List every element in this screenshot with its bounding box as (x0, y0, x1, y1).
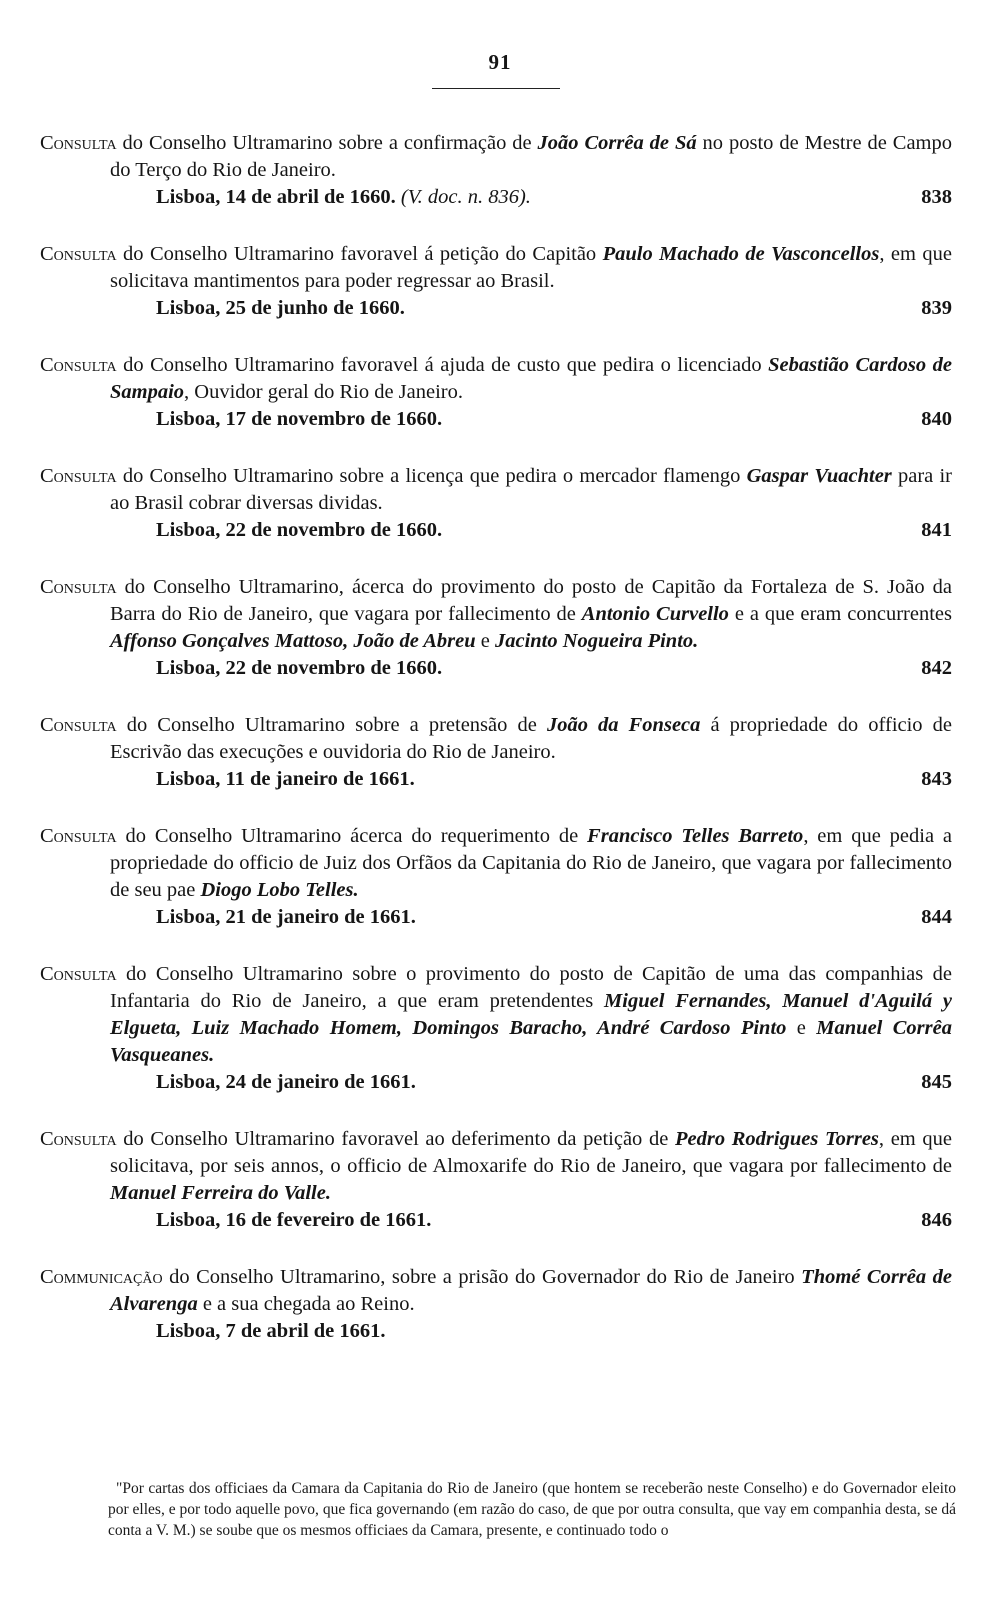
entry-text-segment: , em que solicitava, por seis annos, o officio de Almoxarife do Rio de Janeiro, que vagara por fallecimento de (110, 1128, 952, 1177)
document-entry (40, 961, 952, 1096)
document-entries (40, 130, 952, 1375)
entry-text-segment: do Conselho Ultramarino favoravel á ajuda de custo que pedira o licenciado (116, 354, 769, 376)
entry-doc-type: Consulta (40, 963, 117, 985)
document-entry (40, 463, 952, 544)
place-date-text: Lisboa, 17 de novembro de 1660. (156, 408, 443, 430)
entry-summary (40, 1126, 952, 1207)
page-number: 91 (488, 50, 512, 74)
document-entry (40, 823, 952, 931)
entry-summary (40, 712, 952, 766)
entry-text-segment: no posto de Mestre de Campo do Terço do Rio de Janeiro. (110, 132, 952, 181)
footnote: "Por cartas dos officiaes da Camara da Capitania do Rio de Janeiro (que hontem se receberão neste Conselho) e do Governador eleito por elles, e por todo aquelle povo, que fica governando (em razão do caso, de que por outra consulta, que vay em companhia desta, se dá conta a V. M.) se soube que os mesmos officiaes da Camara, presente, e continuado todo o (108, 1480, 956, 1539)
place-date-text: Lisboa, 21 de janeiro de 1661. (156, 906, 416, 928)
entry-text-segment: e a sua chegada ao Reino. (197, 1293, 415, 1315)
entry-doc-type: Consulta (40, 132, 117, 154)
person-name: João da Fonseca (546, 714, 701, 736)
entry-doc-type: Consulta (40, 714, 117, 736)
document-number: 844 (921, 906, 952, 928)
place-date-text: Lisboa, 14 de abril de 1660. (156, 186, 396, 208)
person-name: Paulo Machado de Vasconcellos (602, 243, 880, 265)
entry-doc-type: Consulta (40, 1128, 117, 1150)
person-name: João Corrêa de Sá (537, 132, 697, 154)
entry-place-date (40, 904, 952, 931)
page-number-rule (432, 88, 560, 89)
entry-doc-type: Consulta (40, 576, 117, 598)
document-entry (40, 130, 952, 211)
entry-text-segment: do Conselho Ultramarino ácerca do requerimento de (116, 825, 588, 847)
person-name: Sebastião Cardoso de Sampaio (110, 354, 952, 403)
entry-text-segment: do Conselho Ultramarino sobre a confirmação de (116, 132, 538, 154)
place-date-text: Lisboa, 7 de abril de 1661. (156, 1320, 386, 1342)
entry-doc-type: Consulta (40, 465, 117, 487)
person-name: Francisco Telles Barreto (587, 825, 804, 847)
entry-place-date (40, 295, 952, 322)
document-entry (40, 574, 952, 682)
document-entry (40, 712, 952, 793)
document-number: 842 (921, 657, 952, 679)
document-number: 843 (921, 768, 952, 790)
entry-text-segment: do Conselho Ultramarino favoravel ao deferimento da petição de (116, 1128, 675, 1150)
entry-text-segment: do Conselho Ultramarino favoravel á petição do Capitão (116, 243, 603, 265)
entry-place-date (40, 1207, 952, 1234)
entry-text-segment: e (475, 630, 495, 652)
document-number: 840 (921, 408, 952, 430)
person-name: Pedro Rodrigues Torres (674, 1128, 879, 1150)
document-entry (40, 352, 952, 433)
document-number: 846 (921, 1209, 952, 1231)
entry-summary (40, 823, 952, 904)
person-name: Thomé Corrêa de Alvarenga (110, 1266, 952, 1315)
entry-place-date (40, 1318, 952, 1345)
entry-text-segment: do Conselho Ultramarino, ácerca do provimento do posto de Capitão da Fortaleza de S. João da Barra do Rio de Janeiro, que vagara por fallecimento de (110, 576, 952, 625)
entry-summary (40, 241, 952, 295)
entry-place-date (40, 655, 952, 682)
document-number: 845 (921, 1071, 952, 1093)
entry-text-segment: , Ouvidor geral do Rio de Janeiro. (184, 381, 464, 403)
place-date-text: Lisboa, 16 de fevereiro de 1661. (156, 1209, 432, 1231)
person-name: Diogo Lobo Telles. (200, 879, 359, 901)
entry-summary (40, 463, 952, 517)
document-entry (40, 1126, 952, 1234)
document-number: 838 (921, 186, 952, 208)
entry-place-date (40, 406, 952, 433)
entry-doc-type: Communicação (40, 1266, 163, 1288)
entry-place-date (40, 517, 952, 544)
document-entry (40, 1264, 952, 1345)
person-name: Manuel Ferreira do Valle. (110, 1182, 331, 1204)
place-date-text: Lisboa, 24 de janeiro de 1661. (156, 1071, 416, 1093)
entry-text-segment: á propriedade do officio de Escrivão das execuções e ouvidoria do Rio de Janeiro. (110, 714, 953, 763)
entry-summary (40, 961, 952, 1069)
person-name: Affonso Gonçalves Mattoso, João de Abreu (110, 630, 476, 652)
entry-place-date (40, 1069, 952, 1096)
entry-doc-type: Consulta (40, 243, 117, 265)
entry-place-date (40, 184, 952, 211)
person-name: Miguel Fernandes, Manuel d'Aguilá y Elgueta, Luiz Machado Homem, Domingos Baracho, André Cardoso Pinto (110, 990, 952, 1039)
entry-summary (40, 574, 952, 655)
place-date-text: Lisboa, 11 de janeiro de 1661. (156, 768, 415, 790)
place-date-text: Lisboa, 22 de novembro de 1660. (156, 657, 443, 679)
entry-place-date (40, 766, 952, 793)
document-number: 839 (921, 297, 952, 319)
entry-doc-type: Consulta (40, 354, 117, 376)
entry-summary (40, 130, 952, 184)
document-number: 841 (921, 519, 952, 541)
entry-summary (40, 1264, 952, 1318)
place-date-text: Lisboa, 22 de novembro de 1660. (156, 519, 443, 541)
person-name: Jacinto Nogueira Pinto. (494, 630, 699, 652)
document-entry (40, 241, 952, 322)
cross-reference: (V. doc. n. 836). (395, 186, 531, 208)
entry-text-segment: e a que eram concurrentes (728, 603, 952, 625)
entry-text-segment: , em que pedia a propriedade do officio de Juiz dos Orfãos da Capitania do Rio de Janeiro, que vagara por fallecimento de seu pae (110, 825, 952, 901)
person-name: Manuel Corrêa Vasqueanes. (110, 1017, 952, 1066)
person-name: Gaspar Vuachter (746, 465, 892, 487)
entry-text-segment: para ir ao Brasil cobrar diversas dividas. (110, 465, 952, 514)
entry-text-segment: do Conselho Ultramarino sobre a pretensão de (116, 714, 547, 736)
entry-text-segment: do Conselho Ultramarino, sobre a prisão do Governador do Rio de Janeiro (162, 1266, 802, 1288)
entry-text-segment: , em que solicitava mantimentos para poder regressar ao Brasil. (110, 243, 952, 292)
entry-summary (40, 352, 952, 406)
person-name: Antonio Curvello (581, 603, 729, 625)
entry-doc-type: Consulta (40, 825, 117, 847)
place-date-text: Lisboa, 25 de junho de 1660. (156, 297, 405, 319)
entry-text-segment: e (786, 1017, 817, 1039)
entry-text-segment: do Conselho Ultramarino sobre a licença que pedira o mercador flamengo (116, 465, 747, 487)
entry-text-segment: do Conselho Ultramarino sobre o provimento do posto de Capitão de uma das companhias de Infantaria do Rio de Janeiro, a que eram pretendentes (110, 963, 952, 1012)
